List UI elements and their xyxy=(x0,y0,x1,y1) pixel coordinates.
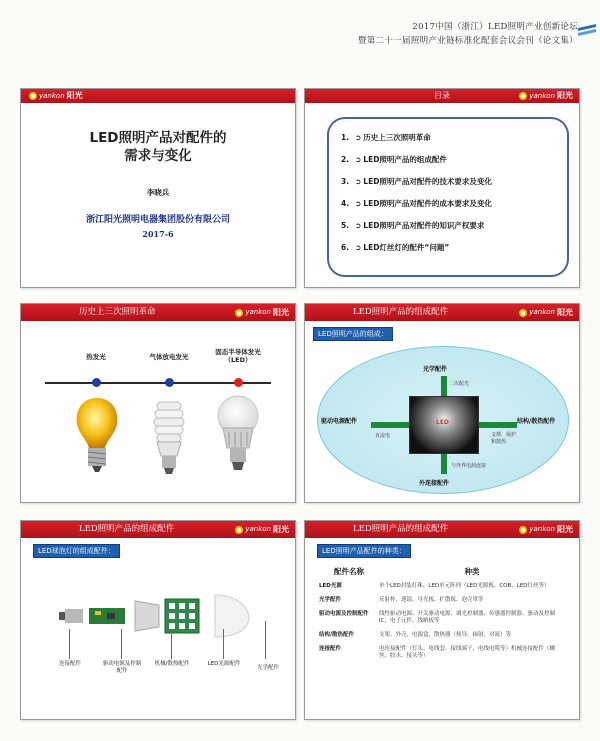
slide-bar xyxy=(21,89,295,103)
slide-title: LED照明产品的组成配件 xyxy=(353,524,449,534)
page-header xyxy=(358,20,578,46)
author: 李晓兵 xyxy=(146,188,170,197)
part-label: LED光源配件 xyxy=(207,661,241,667)
slide-parts-table xyxy=(304,520,580,720)
table-header: 配件名称 种类 xyxy=(334,567,480,576)
toc-item: 3. ➲ LED照明产品对配件的技术要求及变化 xyxy=(341,177,492,186)
toc-item: 6. ➲ LED灯丝灯的配件“问题” xyxy=(341,243,450,252)
arrow-down-icon xyxy=(441,376,447,396)
arrow-icon: ➲ xyxy=(355,155,362,164)
header-line-2: 暨第二十一届照明产业链标准化配套会议会刊（论文集） xyxy=(357,36,578,46)
slide-title: LED照明产品对配件的 需求与变化 xyxy=(89,130,227,164)
label-incandescent: 热发光 xyxy=(86,353,106,361)
label-led: 固态半导体发光 （LED） xyxy=(215,348,261,364)
arrow-left-icon xyxy=(479,422,517,428)
label-driver: 驱动电源配件 xyxy=(321,418,358,425)
slide-cover xyxy=(20,88,296,288)
date: 2017-6 xyxy=(142,229,174,239)
leader-line xyxy=(69,629,70,659)
label-structure-sub: 支撑、保护 和散热 xyxy=(491,432,517,445)
label-optics-sub: 二次配光 xyxy=(449,381,470,387)
brand-logo: yankon 阳光 xyxy=(235,304,289,321)
sun-logo-icon xyxy=(519,92,527,100)
leader-line xyxy=(171,629,172,659)
slide-subtitle: LED照明产品的组成： xyxy=(313,327,393,341)
arrow-up-icon xyxy=(441,454,447,474)
brand-logo: yankon 阳光 xyxy=(29,89,83,103)
arrow-icon: ➲ xyxy=(355,243,362,252)
header-line-1: 2017中国（浙江）LED照明产业创新论坛 xyxy=(412,22,578,32)
brand-logo: yankon 阳光 xyxy=(519,89,573,103)
label-connection: 外连接配件 xyxy=(419,480,450,487)
company-name: 浙江阳光照明电器集团股份有限公司 xyxy=(85,215,230,225)
slide-subtitle: LED球泡灯的组成配件： xyxy=(33,544,120,558)
conference-logo-icon xyxy=(578,24,596,38)
slide-bar xyxy=(21,521,295,538)
slide-bar xyxy=(305,521,579,538)
toc-item: 1. ➲ 历史上三次照明革命 xyxy=(341,133,431,142)
slide-title: 历史上三次照明革命 xyxy=(79,307,156,317)
table-row: 光学配件 反射杯、透镜、导光板、扩散板、泡壳罩等 xyxy=(319,597,484,603)
arrow-icon: ➲ xyxy=(355,221,362,230)
sun-logo-icon xyxy=(29,92,37,100)
label-driver-sub: 直流电 xyxy=(375,433,391,439)
leader-line xyxy=(223,629,224,659)
sun-logo-icon xyxy=(519,309,527,317)
brand-logo: yankon 阳光 xyxy=(519,521,573,538)
table-row: LED光源 单个LED封装灯珠、LED单元阵列（LED光源板、COB、LED灯丝等） xyxy=(319,583,550,589)
leader-line xyxy=(265,621,266,659)
slide-bar xyxy=(21,304,295,321)
timeline-dot xyxy=(234,378,243,387)
timeline-dot xyxy=(92,378,101,387)
slide-components-diagram xyxy=(304,303,580,503)
toc-item: 5. ➲ LED照明产品对配件的知识产权要求 xyxy=(341,221,485,230)
slide-bulb-parts xyxy=(20,520,296,720)
part-label: 机械/散热配件 xyxy=(154,661,190,667)
arrow-icon: ➲ xyxy=(355,199,362,208)
leader-line xyxy=(121,629,122,659)
slide-subtitle: LED照明产品配件的种类： xyxy=(317,544,411,558)
toc-item: 2. ➲ LED照明产品的组成配件 xyxy=(341,155,447,164)
brand-logo: yankon 阳光 xyxy=(235,521,289,538)
slide-bar xyxy=(305,89,579,103)
label-structure: 结构/散热配件 xyxy=(517,418,556,425)
sun-logo-icon xyxy=(235,309,243,317)
label-connection-sub: 与外界电源连接 xyxy=(451,463,487,469)
part-label: 连接配件 xyxy=(58,661,81,667)
exploded-bulb-image xyxy=(55,591,275,641)
sun-logo-icon xyxy=(235,526,243,534)
brand-logo: yankon 阳光 xyxy=(519,304,573,321)
incandescent-bulb-icon xyxy=(73,396,121,474)
slide-lighting-revolutions xyxy=(20,303,296,503)
arrow-right-icon xyxy=(371,422,409,428)
table-row: 连接配件 电连接配件（灯头、电线套、接线端子、电线电缆等）机械连接配件（螺丝、胶水、接头等） xyxy=(319,646,556,659)
led-light-image: LED xyxy=(409,396,479,454)
timeline-dot xyxy=(165,378,174,387)
cfl-bulb-icon xyxy=(147,396,191,476)
part-label: 驱动电源及控制 配件 xyxy=(102,661,142,674)
parts-table xyxy=(319,566,565,660)
table-row: 驱动电源及控制配件 线性驱动电源、开关驱动电源、调光控制器、传感器控制器、驱动及控制IC、电子元件、线路板等 xyxy=(319,611,556,624)
slide-title: 目录 xyxy=(434,91,450,100)
toc-list xyxy=(327,117,569,277)
slide-bar xyxy=(305,304,579,321)
arrow-icon: ➲ xyxy=(355,133,362,142)
arrow-icon: ➲ xyxy=(355,177,362,186)
slide-toc xyxy=(304,88,580,288)
slide-title: LED照明产品的组成配件 xyxy=(353,307,449,317)
label-gas-discharge: 气体放电发光 xyxy=(149,353,189,361)
label-optics: 光学配件 xyxy=(423,366,448,373)
table-row: 结构/散热配件 支架、外壳、电源盒、散热器（热导、辐射、对流）等 xyxy=(319,632,512,638)
led-bulb-icon xyxy=(215,394,261,474)
toc-item: 4. ➲ LED照明产品对配件的成本要求及变化 xyxy=(341,199,492,208)
part-label: 光学配件 xyxy=(256,665,279,671)
sun-logo-icon xyxy=(519,526,527,534)
slide-title: LED照明产品的组成配件 xyxy=(79,524,175,534)
